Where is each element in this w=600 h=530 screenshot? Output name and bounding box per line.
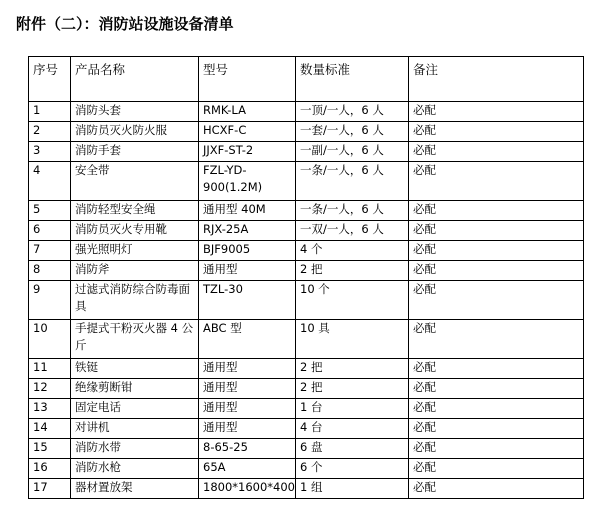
table-row xyxy=(29,320,584,359)
cell-note: 必配 xyxy=(409,142,584,162)
cell-quantity: 2 把 xyxy=(296,379,409,399)
cell-name: 消防斧 xyxy=(71,261,199,281)
cell-no: 9 xyxy=(29,281,71,320)
table-row xyxy=(29,359,584,379)
table-row xyxy=(29,102,584,122)
cell-name: 安全带 xyxy=(71,162,199,201)
table-row xyxy=(29,399,584,419)
cell-no: 14 xyxy=(29,419,71,439)
cell-note: 必配 xyxy=(409,241,584,261)
header-model: 型号 xyxy=(199,57,296,102)
table-row xyxy=(29,281,584,320)
table-row xyxy=(29,419,584,439)
cell-no: 17 xyxy=(29,479,71,499)
header-quantity: 数量标准 xyxy=(296,57,409,102)
table-row xyxy=(29,201,584,221)
cell-name: 消防员灭火专用靴 xyxy=(71,221,199,241)
cell-model: ABC 型 xyxy=(199,320,296,359)
cell-note: 必配 xyxy=(409,359,584,379)
cell-note: 必配 xyxy=(409,221,584,241)
cell-model: JJXF-ST-2 xyxy=(199,142,296,162)
table-row xyxy=(29,221,584,241)
header-note: 备注 xyxy=(409,57,584,102)
cell-quantity: 一顶/一人，6 人 xyxy=(296,102,409,122)
cell-quantity: 1 台 xyxy=(296,399,409,419)
cell-name: 消防轻型安全绳 xyxy=(71,201,199,221)
cell-note: 必配 xyxy=(409,281,584,320)
equipment-table xyxy=(28,56,584,499)
cell-name: 消防手套 xyxy=(71,142,199,162)
cell-no: 10 xyxy=(29,320,71,359)
cell-model: FZL-YD-900(1.2M) xyxy=(199,162,296,201)
cell-note: 必配 xyxy=(409,320,584,359)
cell-no: 4 xyxy=(29,162,71,201)
cell-quantity: 2 把 xyxy=(296,359,409,379)
table-row xyxy=(29,241,584,261)
cell-no: 16 xyxy=(29,459,71,479)
cell-name: 绝缘剪断钳 xyxy=(71,379,199,399)
cell-note: 必配 xyxy=(409,419,584,439)
cell-quantity: 6 盘 xyxy=(296,439,409,459)
cell-quantity: 4 台 xyxy=(296,419,409,439)
cell-model: 通用型 xyxy=(199,379,296,399)
cell-no: 7 xyxy=(29,241,71,261)
cell-name: 消防水带 xyxy=(71,439,199,459)
cell-model: RJX-25A xyxy=(199,221,296,241)
cell-quantity: 4 个 xyxy=(296,241,409,261)
cell-no: 1 xyxy=(29,102,71,122)
cell-quantity: 1 组 xyxy=(296,479,409,499)
table-row xyxy=(29,122,584,142)
cell-quantity: 6 个 xyxy=(296,459,409,479)
cell-name: 固定电话 xyxy=(71,399,199,419)
cell-no: 5 xyxy=(29,201,71,221)
cell-name: 铁铤 xyxy=(71,359,199,379)
cell-quantity: 一副/一人，6 人 xyxy=(296,142,409,162)
cell-no: 8 xyxy=(29,261,71,281)
cell-no: 2 xyxy=(29,122,71,142)
cell-note: 必配 xyxy=(409,399,584,419)
cell-no: 11 xyxy=(29,359,71,379)
cell-model: 65A xyxy=(199,459,296,479)
cell-model: 通用型 xyxy=(199,419,296,439)
table-row xyxy=(29,162,584,201)
cell-no: 6 xyxy=(29,221,71,241)
cell-quantity: 一套/一人，6 人 xyxy=(296,122,409,142)
cell-note: 必配 xyxy=(409,122,584,142)
cell-model: 通用型 40M xyxy=(199,201,296,221)
cell-model: 8-65-25 xyxy=(199,439,296,459)
table-row xyxy=(29,261,584,281)
cell-name: 手提式干粉灭火器 4 公斤 xyxy=(71,320,199,359)
table-row xyxy=(29,379,584,399)
cell-model: RMK-LA xyxy=(199,102,296,122)
table-header-row xyxy=(29,57,584,102)
cell-name: 过滤式消防综合防毒面具 xyxy=(71,281,199,320)
table-row xyxy=(29,439,584,459)
cell-note: 必配 xyxy=(409,201,584,221)
cell-quantity: 一双/一人，6 人 xyxy=(296,221,409,241)
cell-note: 必配 xyxy=(409,261,584,281)
table-body xyxy=(29,102,584,499)
table-row xyxy=(29,479,584,499)
document-title: 附件（二）：消防站设施设备清单 xyxy=(16,15,234,33)
cell-quantity: 一条/一人，6 人 xyxy=(296,201,409,221)
cell-model: 通用型 xyxy=(199,359,296,379)
cell-note: 必配 xyxy=(409,439,584,459)
cell-model: 1800*1600*400 xyxy=(199,479,296,499)
cell-note: 必配 xyxy=(409,379,584,399)
cell-name: 消防员灭火防火服 xyxy=(71,122,199,142)
cell-no: 12 xyxy=(29,379,71,399)
cell-quantity: 10 个 xyxy=(296,281,409,320)
cell-note: 必配 xyxy=(409,479,584,499)
cell-quantity: 10 具 xyxy=(296,320,409,359)
cell-quantity: 2 把 xyxy=(296,261,409,281)
cell-name: 消防头套 xyxy=(71,102,199,122)
cell-note: 必配 xyxy=(409,162,584,201)
cell-name: 器材置放架 xyxy=(71,479,199,499)
header-no: 序号 xyxy=(29,57,71,102)
cell-no: 13 xyxy=(29,399,71,419)
cell-model: 通用型 xyxy=(199,261,296,281)
cell-note: 必配 xyxy=(409,102,584,122)
cell-name: 强光照明灯 xyxy=(71,241,199,261)
table-row xyxy=(29,142,584,162)
cell-model: TZL-30 xyxy=(199,281,296,320)
cell-name: 对讲机 xyxy=(71,419,199,439)
cell-model: 通用型 xyxy=(199,399,296,419)
cell-model: HCXF-C xyxy=(199,122,296,142)
cell-no: 15 xyxy=(29,439,71,459)
cell-name: 消防水枪 xyxy=(71,459,199,479)
table-row xyxy=(29,459,584,479)
cell-note: 必配 xyxy=(409,459,584,479)
cell-quantity: 一条/一人，6 人 xyxy=(296,162,409,201)
cell-model: BJF9005 xyxy=(199,241,296,261)
cell-no: 3 xyxy=(29,142,71,162)
header-name: 产品名称 xyxy=(71,57,199,102)
